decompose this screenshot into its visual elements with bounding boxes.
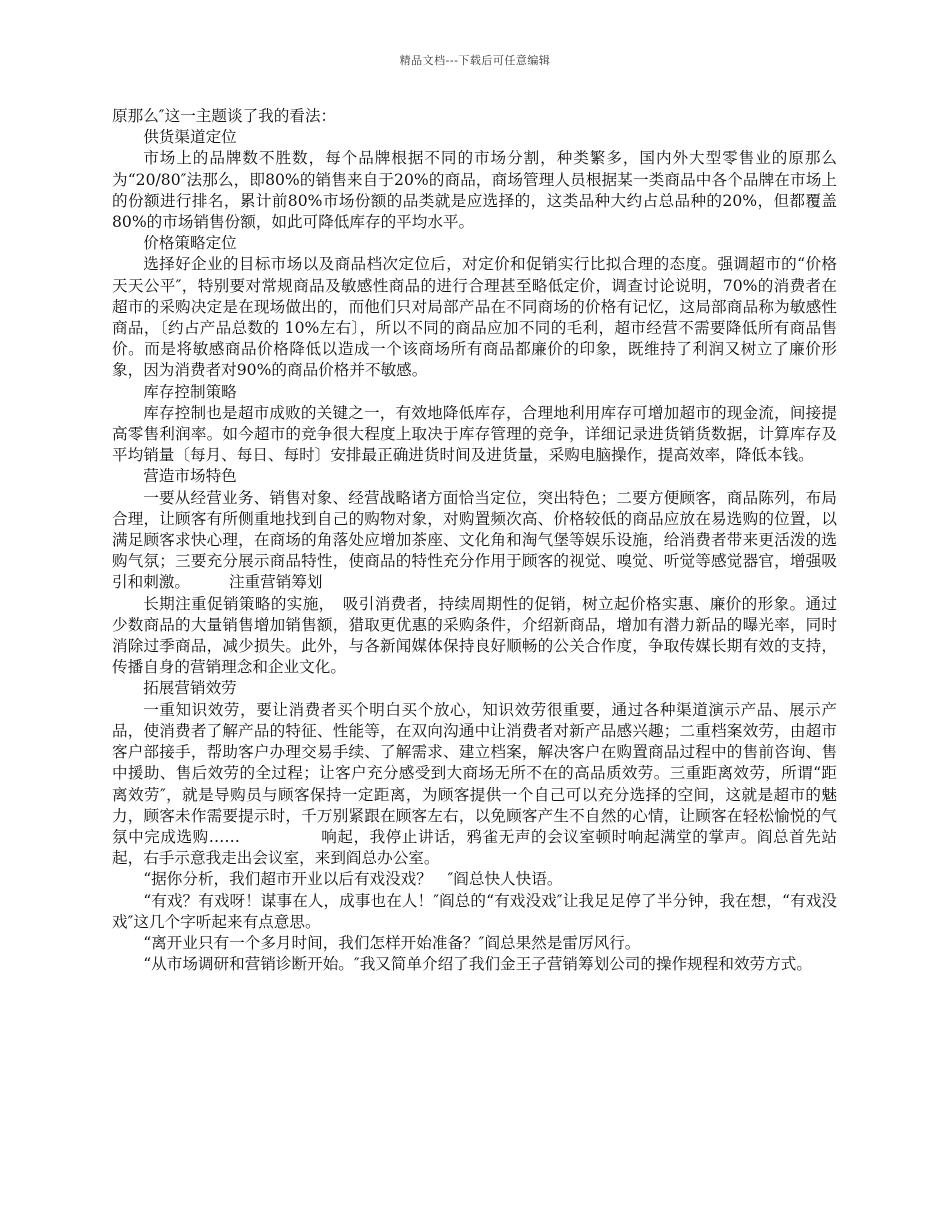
paragraph-supply-channel: 市场上的品牌数不胜数，每个品牌根据不同的市场分割，种类繁多，国内外大型零售业的原那么为“20/80″法那么，即80%的销售来自于20%的商品，商场管理人员根据某一类商品中各个品牌在市场上的份额进行排名，累计前80%市场份额的品类就是应选择的，这类品种大约占总品种的20%，但都覆盖80%的市场销售份额，如此可降低库存的平均水平。 — [112, 149, 837, 232]
paragraph-dialogue-2: “有戏？有戏呀！谋事在人，成事也在人！″阎总的“有戏没戏″让我足足停了半分钟，我在想，“有戏没戏″这几个字听起来有点意思。 — [112, 891, 837, 931]
section-heading-market-feature: 营造市场特色 — [143, 467, 237, 486]
paragraph-dialogue-3: “离开业只有一个多月时间，我们怎样开始准备？″阎总果然是雷厉风行。 — [143, 933, 641, 952]
section-heading-price-strategy: 价格策略定位 — [143, 234, 237, 253]
paragraph-price-strategy: 选择好企业的目标市场以及商品档次定位后，对定价和促销实行比拟合理的态度。强调超市的“价格天天公平″，特别要对常规商品及敏感性商品的进行合理甚至略低定价，调查讨论说明，70%的消费者在超市的采购决定是在现场做出的，而他们只对局部产品在不同商场的价格有记忆，这局部商品称为敏感性商品，〔约占产品总数的 10%左右〕，所以不同的商品应加不同的毛利，超市经营不需要降低所有商品售价。而是将敏感商品价格降低以造成一个该商场所有商品都廉价的印象，既维持了利润又树立了廉价形象，因为消费者对90%的商品价格并不敏感。 — [112, 255, 837, 380]
paragraph-dialogue-1: “据你分析，我们超市开业以后有戏没戏？ ″阎总快人快语。 — [143, 870, 563, 889]
document-body — [112, 106, 837, 975]
paragraph-intro: 原那么″这一主题谈了我的看法： — [112, 107, 337, 125]
paragraph-marketing-service: 一重知识效劳，要让消费者买个明白买个放心，知识效劳很重要，通过各种渠道演示产品、展示产品，使消费者了解产品的特征、性能等，在双向沟通中让消费者对新产品感兴趣；二重档案效劳，由超市客户部接手，帮助客户办理交易手续、了解需求、建立档案，解决客户在购置商品过程中的售前咨询、售中援助、售后效劳的全过程；让客户充分感受到大商场无所不在的高品质效劳。三重距离效劳，所谓“距离效劳″，就是导购员与顾客保持一定距离，为顾客提供一个自己可以充分选择的空间，这就是超市的魅力，顾客未作需要提示时，千万别紧跟在顾客左右，以免顾客产生不自然的心情，让顾客在轻松愉悦的气氛中完成选购…… 响起，我停止讲话，鸦雀无声的会议室顿时响起满堂的掌声。阎总首先站起，右手示意我走出会议室，来到阎总办公室。 — [112, 700, 837, 868]
paragraph-market-feature: 一要从经营业务、销售对象、经营战略诸方面恰当定位，突出特色；二要方便顾客，商品陈列，布局合理，让顾客有所侧重地找到自己的购物对象，对购置频次高、价格较低的商品应放在易选购的位置，以满足顾客求快心理，在商场的角落处应增加茶座、文化角和淘气堡等娱乐设施，给消费者带来更活泼的选购气氛；三要充分展示商品特性，使商品的特性充分作用于顾客的视觉、嗅觉、听觉等感觉器官，增强吸引和刺激。 注重营销筹划 — [112, 488, 837, 592]
paragraph-inventory: 库存控制也是超市成败的关键之一，有效地降低库存，合理地利用库存可增加超市的现金流，间接提高零售利润率。如今超市的竞争很大程度上取决于库存管理的竞争，详细记录进货销货数据，计算库存及平均销量〔每月、每日、每时〕安排最正确进货时间及进货量，采购电脑操作，提高效率，降低本钱。 — [112, 403, 837, 465]
section-heading-inventory: 库存控制策略 — [143, 382, 237, 401]
section-heading-supply-channel: 供货渠道定位 — [143, 128, 237, 147]
paragraph-dialogue-4: “从市场调研和营销诊断开始。″我又简单介绍了我们金王子营销筹划公司的操作规程和效劳方式。 — [143, 955, 812, 974]
section-heading-marketing-service: 拓展营销效劳 — [143, 679, 237, 698]
paragraph-promotion: 长期注重促销策略的实施， 吸引消费者，持续周期性的促销，树立起价格实惠、廉价的形象。通过少数商品的大量销售增加销售额，猎取更优惠的采购条件，介绍新商品，增加有潜力新品的曝光率，同时消除过季商品，减少损失。此外，与各新闻媒体保持良好顺畅的公关合作度，争取传媒长期有效的支持，传播自身的营销理念和企业文化。 — [112, 594, 837, 677]
page-header: 精品文档---下载后可任意编辑 — [399, 54, 551, 67]
